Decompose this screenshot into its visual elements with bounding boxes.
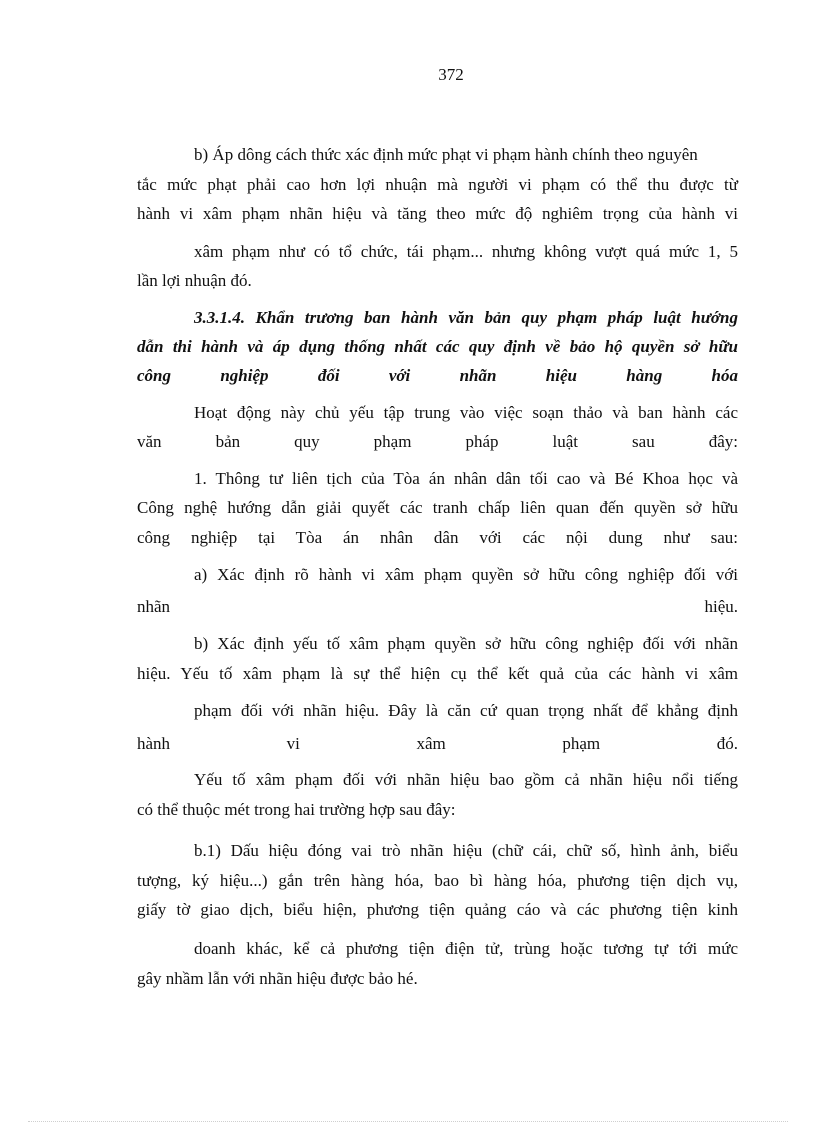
text-line-5: lần lợi nhuận đó.: [137, 271, 252, 290]
page-number: 372: [438, 65, 464, 84]
text-line-26: gây nhầm lẫn với nhãn hiệu được bảo hé.: [137, 969, 418, 988]
text-line-13: công nghiệp tại Tòa án nhân dân với các nội dung như sau:: [137, 528, 738, 547]
section-heading-line-2: dẫn thi hành và áp dụng thống nhất các quy định về bảo hộ quyền sở hữu: [137, 337, 738, 356]
text-line-12: Công nghệ hướng dẫn giải quyết các tranh chấp liên quan đến quyền sở hữu: [137, 498, 738, 517]
text-line-24: giấy tờ giao dịch, biểu hiện, phương tiện quảng cáo và các phương tiện kinh: [137, 900, 738, 919]
text-line-25: doanh khác, kể cả phương tiện điện tử, trùng hoặc tương tự tới mức: [194, 939, 738, 958]
text-line-20: Yếu tố xâm phạm đối với nhãn hiệu bao gồm cả nhãn hiệu nổi tiếng: [194, 770, 738, 789]
text-line-23: tượng, ký hiệu...) gắn trên hàng hóa, bao bì hàng hóa, phương tiện dịch vụ,: [137, 871, 738, 890]
text-line-15: nhãn hiệu.: [137, 597, 738, 616]
section-heading-line-1: 3.3.1.4. Khẩn trương ban hành văn bản quy phạm pháp luật hướng: [194, 308, 738, 327]
text-line-3: hành vi xâm phạm nhãn hiệu và tăng theo mức độ nghiêm trọng của hành vi: [137, 204, 738, 223]
text-line-11: 1. Thông tư liên tịch của Tòa án nhân dân tối cao và Bé Khoa học và: [194, 469, 738, 488]
text-line-10: văn bản quy phạm pháp luật sau đây:: [137, 432, 738, 451]
section-heading-line-3: công nghiệp đối với nhãn hiệu hàng hóa: [137, 366, 738, 385]
text-line-17: hiệu. Yếu tố xâm phạm là sự thể hiện cụ thể kết quả của các hành vi xâm: [137, 664, 738, 683]
text-line-18: phạm đối với nhãn hiệu. Đây là căn cứ quan trọng nhất để khẳng định: [194, 701, 738, 720]
text-line-9: Hoạt động này chủ yếu tập trung vào việc soạn thảo và ban hành các: [194, 403, 738, 422]
text-line-19: hành vi xâm phạm đó.: [137, 734, 738, 753]
text-line-2: tắc mức phạt phải cao hơn lợi nhuận mà người vi phạm có thể thu được từ: [137, 175, 738, 194]
text-line-22: b.1) Dấu hiệu đóng vai trò nhãn hiệu (chữ cái, chữ số, hình ảnh, biểu: [194, 841, 738, 860]
text-line-16: b) Xác định yếu tố xâm phạm quyền sở hữu công nghiệp đối với nhãn: [194, 634, 738, 653]
text-line-4: xâm phạm như có tổ chức, tái phạm... nhưng không vượt quá mức 1, 5: [194, 242, 738, 261]
text-line-14: a) Xác định rõ hành vi xâm phạm quyền sở hữu công nghiệp đối với: [194, 565, 738, 584]
text-line-21: có thể thuộc mét trong hai trường hợp sau đây:: [137, 800, 456, 819]
page-bottom-divider: [28, 1121, 788, 1122]
text-line-1: b) Áp dông cách thức xác định mức phạt vi phạm hành chính theo nguyên: [194, 145, 698, 164]
